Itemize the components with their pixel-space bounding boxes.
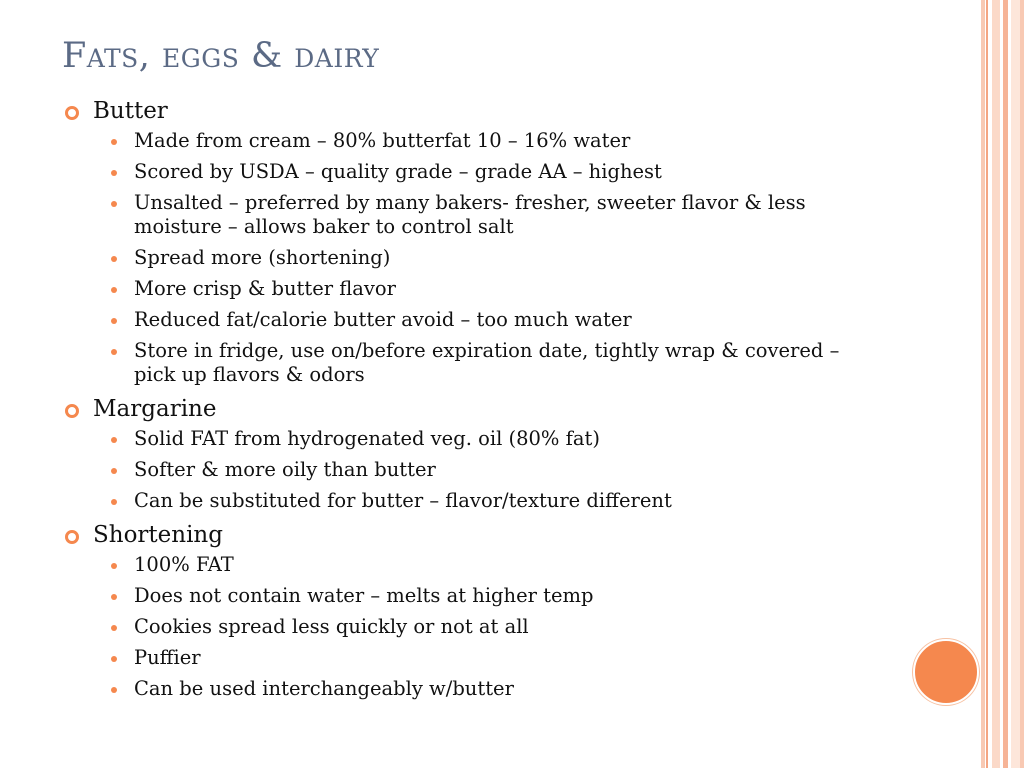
list-item	[60, 489, 880, 513]
list-item	[60, 615, 880, 639]
list-item	[60, 277, 880, 301]
decorative-circle	[913, 639, 979, 705]
list-item-text: Cookies spread less quickly or not at all	[134, 615, 529, 638]
decorative-stripe	[986, 0, 988, 768]
list-item	[60, 427, 880, 451]
section-heading	[60, 520, 880, 550]
dot-bullet-icon	[111, 201, 117, 207]
list-item	[60, 191, 880, 239]
list-item	[60, 584, 880, 608]
sub-bullet-list	[60, 553, 880, 701]
dot-bullet-icon	[111, 349, 117, 355]
list-item-text: More crisp & butter flavor	[134, 277, 396, 300]
slide-title: Fats, eggs & dairy	[62, 36, 380, 76]
list-item-text: Scored by USDA – quality grade – grade AA – highest	[134, 160, 662, 183]
dot-bullet-icon	[111, 437, 117, 443]
list-item-text: Solid FAT from hydrogenated veg. oil (80% fat)	[134, 427, 600, 450]
dot-bullet-icon	[111, 594, 117, 600]
list-item	[60, 308, 880, 332]
sub-bullet-list	[60, 129, 880, 387]
list-item-text: Reduced fat/calorie butter avoid – too much water	[134, 308, 632, 331]
list-item-text: 100% FAT	[134, 553, 234, 576]
ring-bullet-icon	[65, 106, 79, 120]
dot-bullet-icon	[111, 287, 117, 293]
list-item-text: Does not contain water – melts at higher temp	[134, 584, 594, 607]
dot-bullet-icon	[111, 656, 117, 662]
list-item	[60, 246, 880, 270]
dot-bullet-icon	[111, 687, 117, 693]
list-item	[60, 553, 880, 577]
decorative-stripe	[1020, 0, 1024, 768]
dot-bullet-icon	[111, 256, 117, 262]
list-item-text: Puffier	[134, 646, 201, 669]
decorative-stripe	[1011, 0, 1020, 768]
decorative-stripe	[992, 0, 1000, 768]
dot-bullet-icon	[111, 318, 117, 324]
ring-bullet-icon	[65, 404, 79, 418]
list-item	[60, 160, 880, 184]
list-item	[60, 458, 880, 482]
list-item-text: Softer & more oily than butter	[134, 458, 436, 481]
section-heading	[60, 394, 880, 424]
dot-bullet-icon	[111, 499, 117, 505]
dot-bullet-icon	[111, 468, 117, 474]
sub-bullet-list	[60, 427, 880, 513]
section-heading	[60, 96, 880, 126]
list-item-text: Made from cream – 80% butterfat 10 – 16% water	[134, 129, 631, 152]
dot-bullet-icon	[111, 139, 117, 145]
dot-bullet-icon	[111, 170, 117, 176]
decorative-stripe	[981, 0, 985, 768]
list-item-text: Spread more (shortening)	[134, 246, 391, 269]
list-item	[60, 646, 880, 670]
ring-bullet-icon	[65, 530, 79, 544]
list-item	[60, 129, 880, 153]
dot-bullet-icon	[111, 625, 117, 631]
list-item-text: Can be used interchangeably w/butter	[134, 677, 514, 700]
section-heading-text: Butter	[93, 98, 168, 124]
list-item-text: Can be substituted for butter – flavor/texture different	[134, 489, 672, 512]
decorative-stripe	[1003, 0, 1008, 768]
section-heading-text: Shortening	[93, 522, 223, 548]
dot-bullet-icon	[111, 563, 117, 569]
list-item-text: Store in fridge, use on/before expiration date, tightly wrap & covered – pick up flavors & odors	[134, 339, 840, 386]
list-item-text: Unsalted – preferred by many bakers- fresher, sweeter flavor & less moisture – allows baker to control salt	[134, 191, 806, 238]
bullet-content	[60, 94, 880, 708]
list-item	[60, 677, 880, 701]
section-heading-text: Margarine	[93, 396, 217, 422]
list-item	[60, 339, 880, 387]
